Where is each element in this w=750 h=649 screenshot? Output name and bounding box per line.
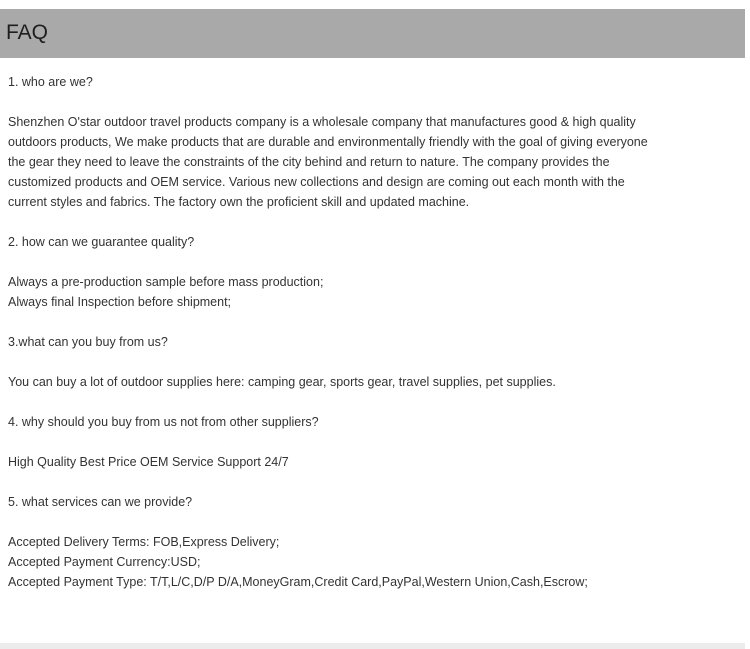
faq-item-why-us xyxy=(8,412,740,472)
faq-answer-line: Always final Inspection before shipment; xyxy=(8,295,232,309)
faq-item-quality xyxy=(8,232,740,312)
faq-answer-line: current styles and fabrics. The factory own the proficient skill and updated machine. xyxy=(8,195,470,209)
faq-answer-line: outdoors products, We make products that are durable and environmentally friendly with the goal of giving everyone xyxy=(8,135,648,149)
faq-header-bar xyxy=(0,9,745,58)
faq-question: 3.what can you buy from us? xyxy=(8,335,168,349)
faq-content xyxy=(8,72,740,612)
faq-answer-line: High Quality Best Price OEM Service Support 24/7 xyxy=(8,455,289,469)
faq-answer-line: You can buy a lot of outdoor supplies here: camping gear, sports gear, travel supplies, pet supplies. xyxy=(8,375,556,389)
faq-answer-line: the gear they need to leave the constraints of the city behind and return to nature. The company provides the xyxy=(8,155,610,169)
faq-answer-line: Always a pre-production sample before mass production; xyxy=(8,275,324,289)
faq-answer-line: customized products and OEM service. Various new collections and design are coming out each month with the xyxy=(8,175,625,189)
bottom-divider xyxy=(0,643,745,649)
faq-item-what-to-buy xyxy=(8,332,740,392)
faq-answer xyxy=(8,112,740,212)
faq-question: 4. why should you buy from us not from other suppliers? xyxy=(8,415,319,429)
faq-answer xyxy=(8,532,740,592)
faq-question: 2. how can we guarantee quality? xyxy=(8,235,195,249)
faq-answer-line: Accepted Payment Type: T/T,L/C,D/P D/A,MoneyGram,Credit Card,PayPal,Western Union,Cash,Escrow; xyxy=(8,575,588,589)
faq-answer xyxy=(8,372,740,392)
faq-question: 1. who are we? xyxy=(8,75,93,89)
faq-item-services xyxy=(8,492,740,592)
faq-item-who-are-we xyxy=(8,72,740,212)
faq-answer-line: Accepted Delivery Terms: FOB,Express Delivery; xyxy=(8,535,280,549)
faq-answer-line: Shenzhen O'star outdoor travel products company is a wholesale company that manufactures good & high quality xyxy=(8,115,636,129)
faq-answer xyxy=(8,272,740,312)
faq-answer-line: Accepted Payment Currency:USD; xyxy=(8,555,201,569)
faq-answer xyxy=(8,452,740,472)
faq-question: 5. what services can we provide? xyxy=(8,495,193,509)
faq-title: FAQ xyxy=(6,21,49,44)
